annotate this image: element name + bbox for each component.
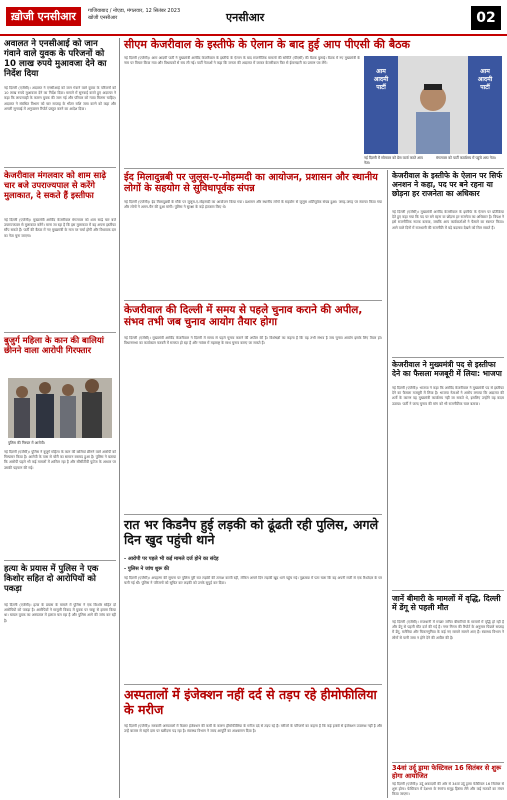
article-body: नई दिल्ली (एजेंसी)। सरकारी अस्पतालों में फैक्टर इंजेक्शन की कमी के कारण हीमोफीलिया के मरीज दर्द से तड़प रहे हैं। मरीजों के परिजनों का कहना है कि कई हफ्तों से इंजेक्शन उपलब्ध नहीं है और उन्हें बाजार से महंगे दाम पर खरीदना पड़ रहा है। स्वास्थ्य विभाग ने जल्द आपूर्ति का आश्वासन दिया है।: [124, 724, 382, 734]
article-body: नई दिल्ली (एजेंसी)। आम आदमी पार्टी ने मुख्यमंत्री अरविंद केजरीवाल के इस्तीफे के ऐलान के बाद राजनीतिक मामलों की समिति (पीएसी) की बैठक बुलाई। बैठक में नए मुख्यमंत्री के नाम पर विचार किया गया और विधायकों से राय ली गई। पार्टी नेताओं ने कहा कि जनता की अदालत में जाकर केजरीवाल फिर से ईमानदारी का प्रमाण पत्र लेंगे।: [124, 56, 360, 66]
section-title: एनसीआर: [226, 11, 265, 24]
article-body: नई दिल्ली (एजेंसी)। मुख्यमंत्री अरविंद केजरीवाल मंगलवार को शाम साढ़े चार बजे उपराज्यपाल से मुलाकात करेंगे। माना जा रहा है कि इस मुलाकात में वह अपना इस्तीफा सौंप सकते हैं। पार्टी की बैठक में नए मुख्यमंत्री के नाम पर चर्चा होगी और विधायक दल का नेता चुना जाएगा।: [4, 218, 116, 238]
headline: बुजुर्ग महिला के कान की बालियां छीनने वाला आरोपी गिरफ्तार: [4, 335, 104, 355]
article-body: नई दिल्ली (एजेंसी)। ईद मिलादुन्नबी के मौके पर जुलूस-ए-मोहम्मदी का आयोजन किया गया। प्रशासन और स्थानीय लोगों के सहयोग से जुलूस शांतिपूर्वक संपन्न हुआ। जगह-जगह पर स्वागत किया गया और लोगों ने अमन-चैन की दुआ मांगी। पुलिस ने सुरक्षा के कड़े इंतजाम किए थे।: [124, 200, 382, 210]
headline: केजरीवाल की दिल्ली में समय से पहले चुनाव कराने की अपील, संभव तभी जब चुनाव आयोग तैयार होगा: [124, 304, 363, 329]
article-body: नई दिल्ली (एजेंसी)। अदालत ने एनसीआई को जान गंवाने वाले युवक के परिजनों को 10 लाख रुपये मुआवजा देने का निर्देश दिया। मामले में सुनवाई करते हुए अदालत ने कहा कि लापरवाही के कारण युवक की जान गई और परिवार को न्याय मिलना चाहिए। अदालत ने संबंधित विभाग को चार सप्ताह के भीतर राशि जमा करने को कहा और अगली सुनवाई में अनुपालन रिपोर्ट प्रस्तुत करने का आदेश दिया।: [4, 86, 116, 111]
headline: अस्पतालों में इंजेक्शन नहीं दर्द से तड़प रहे हीमोफीलिया के मरीज: [124, 687, 377, 717]
headline: केजरीवाल के इस्तीफे के ऐलान पर सिर्फ अनशन ने कहा, पद पर बने रहना या छोड़ना हर राजनेता का अधिकार: [392, 171, 503, 198]
article-body: नई दिल्ली (एजेंसी)। मुख्यमंत्री अरविंद केजरीवाल के इस्तीफे के ऐलान पर प्रतिक्रिया देते हुए कहा गया कि पद पर बने रहना या छोड़ना हर राजनेता का अधिकार है। विपक्ष ने इसे राजनीतिक नाटक बताया, जबकि आप कार्यकर्ताओं ने फैसले का स्वागत किया। आने वाले दिनों में राजधानी की राजनीति में बड़े बदलाव देखने को मिल सकते हैं।: [392, 210, 504, 230]
photo-caption: पुलिस की गिरफ्त में आरोपी।: [8, 441, 46, 445]
subheading: - आरोपी पर पहले भी कई मामले दर्ज होने का संदेह: [124, 556, 219, 562]
headline: रात भर किडनैप हुई लड़की को ढूंढती रही पुलिस, अगले दिन खुद पहुंची थाने: [124, 517, 379, 547]
divider: [4, 167, 116, 168]
headline: 34वां उर्दू ड्रामा फेस्टिवल 16 सितंबर से शुरू होगा आयोजित: [392, 764, 502, 780]
photo-logo: आम आदमी पार्टी: [477, 68, 493, 91]
article-body: नई दिल्ली (एजेंसी)। अपहरण की सूचना पर पुलिस पूरी रात लड़की की तलाश करती रही, लेकिन अगले दिन लड़की खुद थाने पहुंच गई। पूछताछ में पता चला कि वह अपनी मर्जी से एक रिश्तेदार के घर चली गई थी। पुलिस ने परिजनों को सूचित कर लड़की को उनके सुपुर्द कर दिया।: [124, 576, 382, 586]
article-body: नई दिल्ली (एजेंसी)। पुलिस ने बुजुर्ग महिला के कान की बालियां छीनने वाले आरोपी को गिरफ्तार किया है। आरोपी के पास से चोरी का सामान बरामद हुआ है। पुलिस ने बताया कि आरोपी पहले भी कई मामलों में शामिल रहा है और सीसीटीवी फुटेज के आधार पर उसकी पहचान की गई।: [4, 450, 116, 470]
article-body: नई दिल्ली (एजेंसी)। राजधानी में मच्छर जनित बीमारियों के मामलों में वृद्धि हो रही है और डेंगू से पहली मौत दर्ज की गई है। नगर निगम की रिपोर्ट के अनुसार पिछले सप्ताह में डेंगू, मलेरिया और चिकनगुनिया के कई नए मामले सामने आए हैं। स्वास्थ्य विभाग ने लोगों से पानी जमा न होने देने की अपील की है।: [392, 620, 504, 640]
masthead-rule: [0, 34, 507, 36]
divider: [124, 300, 382, 301]
masthead: [0, 0, 507, 34]
divider: [4, 560, 116, 561]
photo-caption: मंगलवार को पार्टी कार्यालय में पहुंचे आप नेता।: [436, 156, 497, 160]
headline: अवालत ने एनसीआई को जान गंवाने वाले युवक के परिजनों को 10 लाख रुपये मुआवजा देने का निर्देश दिया: [4, 39, 107, 80]
article-body: नई दिल्ली (एजेंसी)। भाजपा ने कहा कि अरविंद केजरीवाल ने मुख्यमंत्री पद से इस्तीफा देने का फैसला मजबूरी में लिया है। भाजपा नेताओं ने आरोप लगाया कि अदालत की शर्तों के कारण वह मुख्यमंत्री कार्यालय नहीं जा सकते थे, इसलिए उन्होंने यह कदम उठाया। पार्टी ने जल्द चुनाव की मांग को भी राजनीतिक चाल बताया।: [392, 386, 504, 406]
column-divider: [387, 170, 388, 798]
article-photo: [8, 378, 112, 438]
headline: जानें बीमारी के मामलों में वृद्धि, दिल्ली में डेंगू से पहली मौत: [392, 594, 501, 613]
subheading: - पुलिस ने जांच शुरू की: [124, 566, 170, 572]
article-body: नई दिल्ली (एजेंसी)। उर्दू अकादमी की ओर से 34वां उर्दू ड्रामा फेस्टिवल 16 सितंबर से शुरू होगा। फेस्टिवल में देशभर के रंगमंच समूह हिस्सा लेंगे और कई नाटकों का मंचन किया जाएगा।: [392, 782, 504, 797]
divider: [4, 332, 116, 333]
divider: [124, 684, 382, 685]
people-photo-icon: [8, 378, 112, 438]
divider: [124, 514, 382, 515]
divider: [392, 357, 504, 358]
headline: केजरीवाल ने मुख्यमंत्री पद से इस्तीफा देने का फैसला मजबूरी में लिया: भाजपा: [392, 360, 502, 378]
article-body: नई दिल्ली (एजेंसी)। मुख्यमंत्री अरविंद केजरीवाल ने दिल्ली में समय से पहले चुनाव कराने की अपील की है। विशेषज्ञों का कहना है कि यह तभी संभव है जब चुनाव आयोग इसके लिए तैयार हो। विधानसभा का कार्यकाल फरवरी में समाप्त हो रहा है और नवंबर में महाराष्ट्र के साथ चुनाव कराए जा सकते हैं।: [124, 336, 382, 346]
masthead-logo: ख़ोजी एनसीआर: [6, 7, 81, 26]
photo-caption: नई दिल्ली में सोमवार को प्रेस वार्ता करते आप नेता।: [364, 156, 423, 165]
photo-logo: आम आदमी पार्टी: [373, 68, 389, 91]
divider: [392, 762, 504, 763]
masthead-paper-name: खोजी एनसीआर: [88, 15, 118, 21]
masthead-date: गाजियाबाद / नोएडा, मंगलवार, 12 सितंबर 2023: [88, 8, 181, 14]
article-body: नई दिल्ली (एजेंसी)। हत्या के प्रयास के मामले में पुलिस ने एक किशोर सहित दो आरोपियों को पकड़ा है। आरोपियों ने मामूली विवाद में युवक पर चाकू से हमला किया था। घायल युवक का अस्पताल में इलाज चल रहा है और पुलिस आगे की जांच कर रही है।: [4, 603, 116, 623]
page-number: 02: [471, 6, 501, 30]
divider: [392, 590, 504, 591]
article-photo: [364, 56, 502, 154]
headline: सीएम केजरीवाल के इस्तीफे के ऐलान के बाद हुई आप पीएसी की बैठक: [124, 38, 410, 51]
divider: [124, 168, 504, 169]
headline: हत्या के प्रयास में पुलिस ने एक किशोर सहित दो आरोपियों को पकड़ा: [4, 563, 99, 593]
headline: ईद मिलादुन्नबी पर जुलूस-ए-मोहम्मदी का आयोजन, प्रशासन और स्थानीय लोगों के सहयोग से सुविधापूर्वक संपन्न: [124, 172, 378, 195]
masthead-meta: [88, 8, 180, 22]
headline: केजरीवाल मंगलवार को शाम साढ़े चार बजे उपराज्यपाल से करेंगे मुलाकात, दे सकते हैं इस्तीफा: [4, 170, 107, 200]
column-divider: [119, 38, 120, 798]
